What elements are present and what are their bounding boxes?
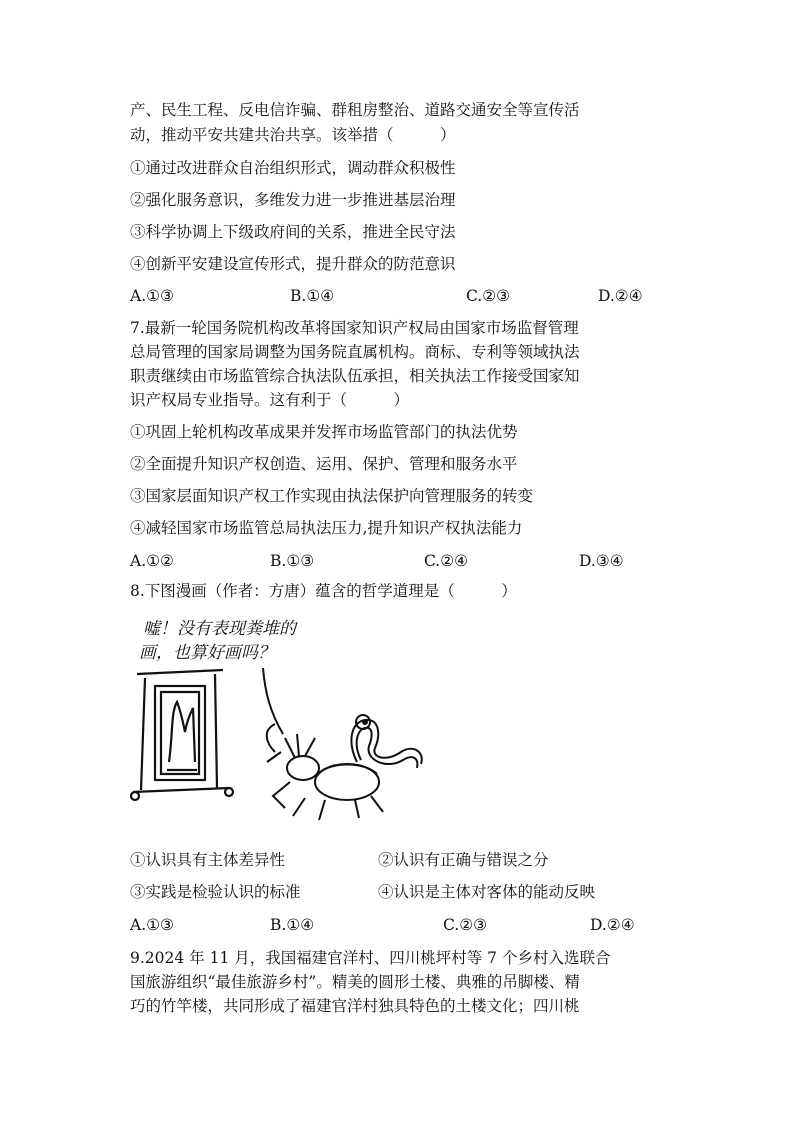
q9-stem-line-3: 巧的竹竿楼，共同形成了福建官洋村独具特色的土楼文化；四川桃 [130, 997, 580, 1015]
q8-stem: 8.下图漫画（作者：方唐）蕴含的哲学道理是（ ） [130, 582, 517, 600]
dung-beetle-drawing [267, 724, 383, 820]
q6-option-d: D.②④ [598, 287, 643, 305]
q7-stem-line-2: 总局管理的国家局调整为国务院直属机构。商标、专利等领域执法 [130, 343, 580, 361]
q7-statement-1: ①巩固上轮机构改革成果并发挥市场监管部门的执法优势 [130, 423, 518, 441]
q8-option-d: D.②④ [590, 916, 635, 934]
q6-stem-line-2: 动，推动平安共建共治共享。该举措（ ） [130, 126, 456, 144]
q6-statement-3: ③科学协调上下级政府间的关系，推进全民守法 [130, 223, 456, 241]
scroll-painting-drawing [131, 670, 233, 800]
q7-option-a: A.①② [130, 552, 174, 570]
q9-stem-line-1: 9.2024 年 11 月，我国福建官洋村、四川桃坪村等 7 个乡村入选联合 [130, 949, 611, 967]
q6-statement-1: ①通过改进群众自治组织形式，调动群众积极性 [130, 159, 456, 177]
q8-statement-3: ③实践是检验认识的标准 [130, 883, 301, 901]
q7-stem-line-1: 7.最新一轮国务院机构改革将国家知识产权局由国家市场监督管理 [130, 319, 579, 337]
q8-statement-4: ④认识是主体对客体的能动反映 [378, 883, 596, 901]
q7-statement-4: ④减轻国家市场监管总局执法压力,提升知识产权执法能力 [130, 519, 523, 537]
q7-statement-3: ③国家层面知识产权工作实现由执法保护向管理服务的转变 [130, 487, 534, 505]
q7-statement-2: ②全面提升知识产权创造、运用、保护、管理和服务水平 [130, 455, 518, 473]
q8-statement-2: ②认识有正确与错误之分 [378, 851, 549, 869]
q7-option-c: C.②④ [424, 552, 469, 570]
q6-statement-4: ④创新平安建设宣传形式，提升群众的防范意识 [130, 255, 456, 273]
q9-stem-line-2: 国旅游组织“最佳旅游乡村”。精美的圆形土楼、典雅的吊脚楼、精 [130, 973, 580, 991]
cartoon-caption-line-1: 嘘！没有表现粪堆的 [143, 619, 296, 639]
q7-stem-line-4: 识产权局专业指导。这有利于（ ） [130, 391, 410, 409]
q6-option-a: A.①③ [130, 287, 174, 305]
q8-option-a: A.①③ [130, 916, 174, 934]
q6-option-c: C.②③ [466, 287, 511, 305]
q8-statement-1: ①认识具有主体差异性 [130, 851, 286, 869]
q8-option-b: B.①④ [270, 916, 315, 934]
q8-option-c: C.②③ [443, 916, 488, 934]
cartoon-image [125, 612, 435, 832]
cartoon-caption-line-2: 画，也算好画吗？ [139, 643, 275, 663]
q7-option-b: B.①③ [270, 552, 315, 570]
q7-stem-line-3: 职责继续由市场监管综合执法队伍承担，相关执法工作接受国家知 [130, 367, 580, 385]
q6-stem-line-1: 产、民生工程、反电信诈骗、群租房整治、道路交通安全等宣传活 [130, 101, 580, 119]
q7-option-d: D.③④ [579, 552, 624, 570]
worm-drawing [351, 715, 421, 768]
q6-statement-2: ②强化服务意识，多维发力进一步推进基层治理 [130, 191, 456, 209]
q6-option-b: B.①④ [290, 287, 335, 305]
